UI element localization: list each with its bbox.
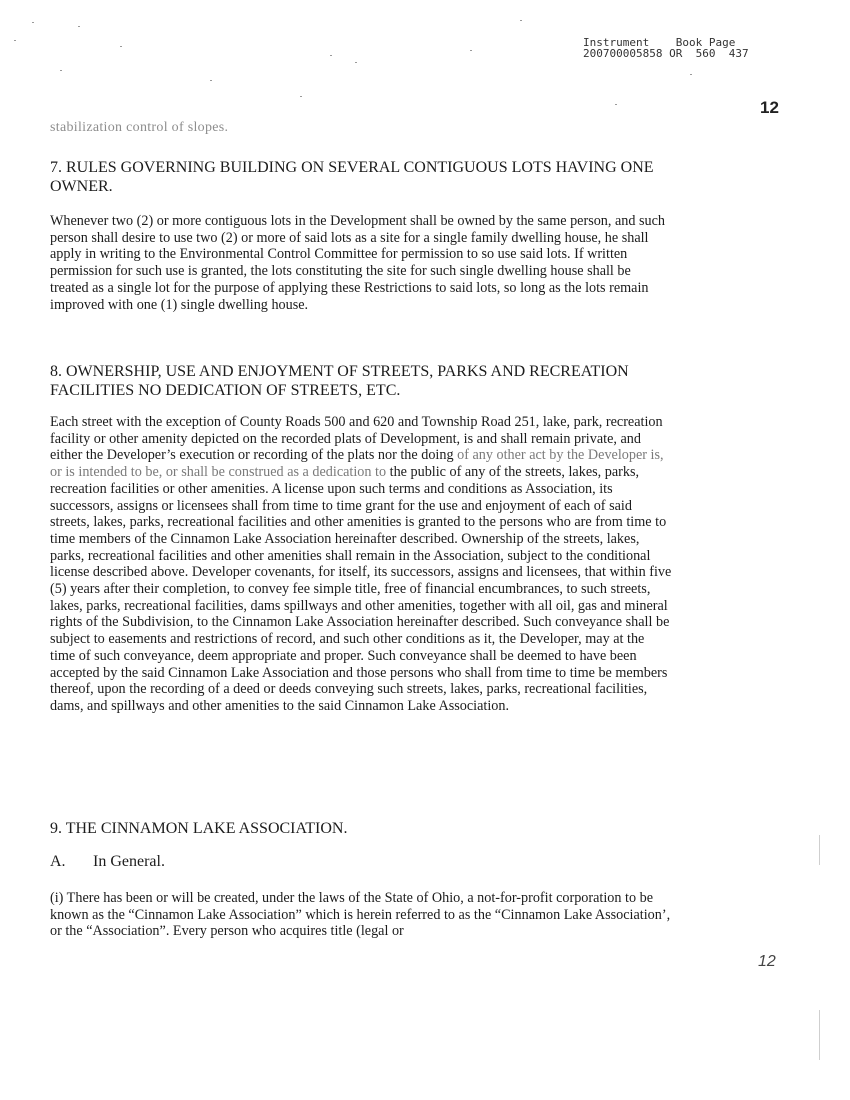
section-8-text-a: Each street with the exception of County Roads 500 and 620 and Township Road 251, lake, park, recreation facility or other amenity depicted on the recorded plats of Development, is and shall remain private, and either the Developer’s execution or recording of the plats nor the doing: [50, 414, 663, 464]
stamp-header: Instrument Book Page: [583, 36, 736, 49]
section-8-paragraph: [50, 414, 672, 715]
section-8-heading: [50, 362, 680, 400]
continued-fragment: stabilization control of slopes.: [50, 120, 229, 135]
section-8-heading-line2: FACILITIES NO DEDICATION OF STREETS, ETC.: [50, 382, 401, 399]
section-9a-paragraph: (i) There has been or will be created, under the laws of the State of Ohio, a not-for-profit corporation to be known as the “Cinnamon Lake Association” which is herein referred to as the “Cinnamon Lake Association’, or the “Association”. Every person who acquires title (legal or: [50, 890, 671, 940]
section-8-text-faded: of any other act by the Developer is, or is intended to be, or shall be construed as a dedication to: [50, 447, 664, 481]
section-7-heading: [50, 158, 680, 196]
section-7-heading-line2: OWNER.: [50, 178, 113, 195]
section-8-heading-line1: 8. OWNERSHIP, USE AND ENJOYMENT OF STREETS, PARKS AND RECREATION: [50, 363, 629, 380]
margin-scan-line: [819, 1010, 820, 1060]
subsection-a-heading: [50, 853, 165, 871]
section-8-text-b: the public of any of the streets, lakes, parks, recreation facilities or other amenities. A license upon such terms and conditions as Association, its successors, assigns or licensees shall from time to time grant for the use and enjoyment of each of said streets, lakes, parks, recreational facilities and other amenities is granted to the persons who are from time to time members of the Cinnamon Lake Association hereinafter described. Ownership of the streets, lakes, parks, recreational facilities and other amenities shall remain in the Association, subject to the conditional license described above. Developer covenants, for itself, its successors, assigns and licensees, that within five (5) years after their completion, to convey fee simple title, free of financial encumbrances, to such streets, lakes, parks, recreational facilities, dams spillways and other amenities, together with all oil, gas and mineral rights of the Subdivision, to the Cinnamon Lake Association hereinafter described. Such conveyance shall be subject to easements and restrictions of record, and such other conditions as it, the Developer, may at the time of such conveyance, deem appropriate and proper. Such conveyance shall be deemed to have been accepted by the said Cinnamon Lake Association and those persons who shall from time to time be members thereof, upon the recording of a deed or deeds conveying such streets, lakes, parks, recreational facilities, dams, and spillways and other amenities to the said Cinnamon Lake Association.: [50, 464, 672, 714]
recording-stamp: [583, 37, 749, 59]
page-number-bottom: 12: [758, 953, 776, 970]
margin-scan-line: [819, 835, 820, 865]
section-7-heading-line1: 7. RULES GOVERNING BUILDING ON SEVERAL CONTIGUOUS LOTS HAVING ONE: [50, 159, 654, 176]
section-9-heading: 9. THE CINNAMON LAKE ASSOCIATION.: [50, 820, 348, 837]
subsection-a-title: In General.: [93, 853, 165, 870]
section-7-paragraph: Whenever two (2) or more contiguous lots in the Development shall be owned by the same person, and such person shall desire to use two (2) or more of said lots as a site for a single family dwelling house, he shall apply in writing to the Environmental Control Committee for permission to so use said lots. If written permission for such use is granted, the lots constituting the site for such single dwelling house shall be treated as a single lot for the purpose of applying these Restrictions to said lots, so long as the lots remain improved with one (1) single dwelling house.: [50, 213, 666, 313]
stamp-values: 200700005858 OR 560 437: [583, 47, 749, 60]
subsection-a-label: A.: [50, 853, 66, 870]
page-number-top: 12: [760, 98, 779, 117]
